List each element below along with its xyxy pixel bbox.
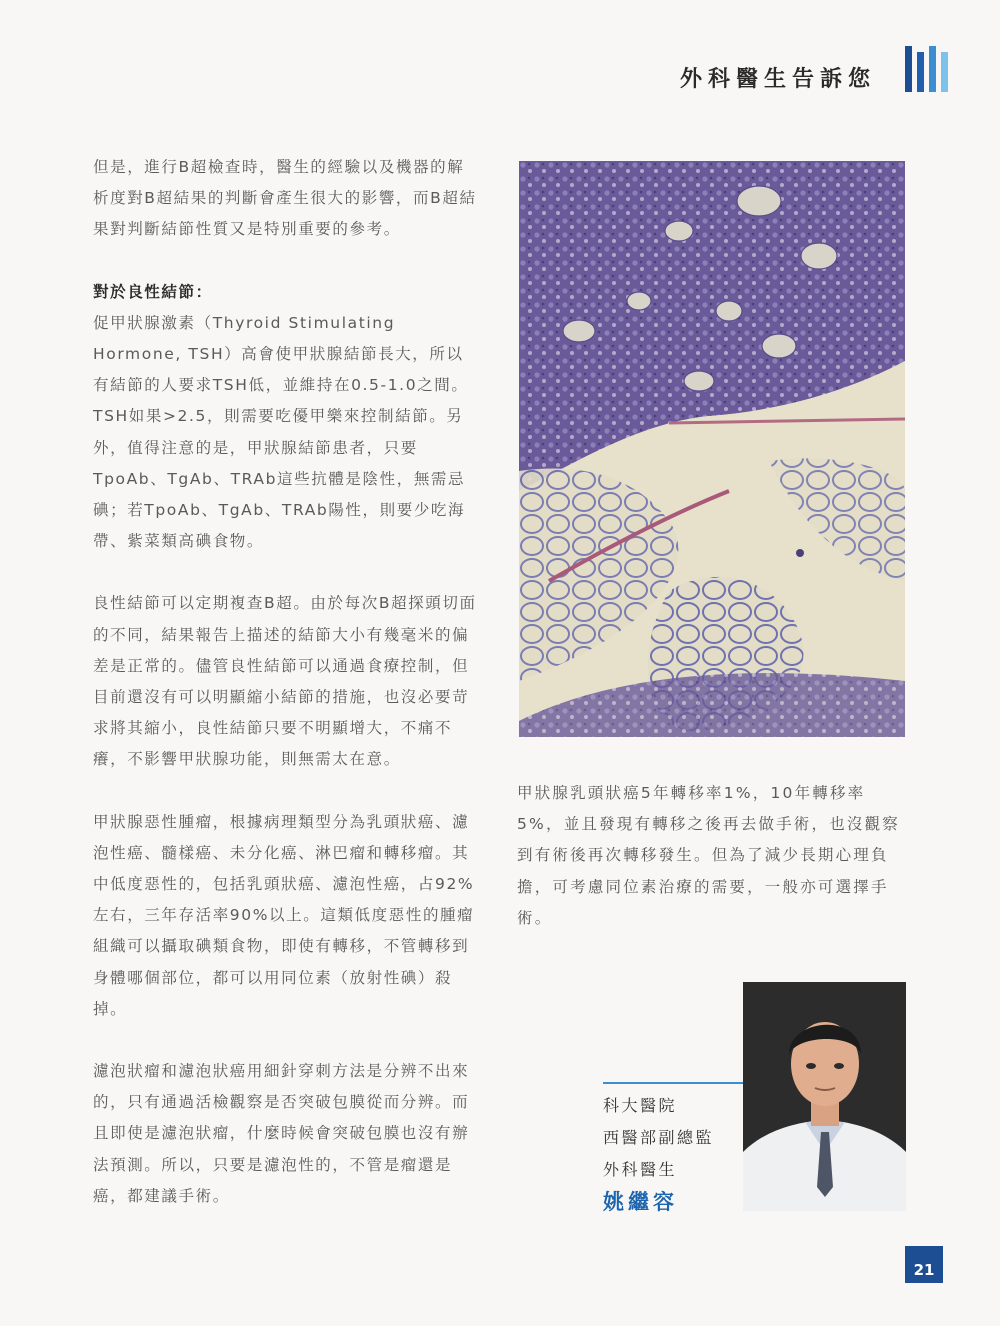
page-number: 21 [905, 1246, 943, 1283]
author-portrait [743, 982, 906, 1211]
section-title: 外科醫生告訴您 [679, 67, 876, 92]
author-hospital: 科大醫院 [603, 1096, 678, 1115]
magazine-logo [905, 46, 955, 92]
left-column [93, 152, 479, 1243]
papillary-paragraph: 甲狀腺乳頭狀癌5年轉移率1%，10年轉移率5%，並且發現有轉移之後再去做手術，也沒觀察到有術後再次轉移發生。但為了減少長期心理負擔，可考慮同位素治療的需要，一般亦可選擇手術。 [517, 784, 900, 927]
right-column [517, 778, 909, 934]
histology-micrograph [519, 161, 905, 737]
author-position: 西醫部副總監 [603, 1128, 715, 1147]
followup-paragraph: 良性結節可以定期複查B超。由於每次B超探頭切面的不同，結果報告上描述的結節大小有幾毫米的偏差是正常的。儘管良性結節可以通過食療控制，但目前還沒有可以明顯縮小結節的措施，也沒必要苛求將其縮小，良性結節只要不明顯增大，不痛不癢，不影響甲狀腺功能，則無需太在意。 [93, 594, 477, 769]
signature-divider [603, 1082, 743, 1084]
follicular-paragraph: 濾泡狀瘤和濾泡狀癌用細針穿刺方法是分辨不出來的，只有通過活檢觀察是否突破包膜從而分辨。而且即使是濾泡狀瘤，什麼時候會突破包膜也沒有辦法預測。所以，只要是濾泡性的，不管是瘤還是癌，都建議手術。 [93, 1062, 470, 1205]
author-name: 姚繼容 [603, 1190, 678, 1214]
intro-paragraph: 但是，進行B超檢查時，醫生的經驗以及機器的解析度對B超結果的判斷會產生很大的影響，而B超結果對判斷結節性質又是特別重要的參考。 [93, 158, 477, 239]
author-role: 外科醫生 [603, 1160, 678, 1179]
benign-heading: 對於良性結節： [93, 282, 213, 301]
tsh-paragraph: 促甲狀腺激素（Thyroid Stimulating Hormone, TSH）高會使甲狀腺結節長大，所以有結節的人要求TSH低，並維持在0.5-1.0之間。TSH如果>2.5，則需要吃優甲樂來控制結節。另外，值得注意的是，甲狀腺結節患者，只要TpoAb、TgAb、TRAb這些抗體是陰性，無需忌碘；若TpoAb、TgAb、TRAb陽性，則要少吃海帶、紫菜類高碘食物。 [93, 313, 469, 551]
author-signature [603, 1090, 743, 1218]
malignant-paragraph: 甲狀腺惡性腫瘤，根據病理類型分為乳頭狀癌、濾泡性癌、髓樣癌、未分化癌、淋巴瘤和轉移瘤。其中低度惡性的，包括乳頭狀癌、濾泡性癌，占92%左右，三年存活率90%以上。這類低度惡性的腫瘤組織可以攝取碘類食物，即使有轉移，不管轉移到身體哪個部位，都可以用同位素（放射性碘）殺掉。 [93, 812, 475, 1018]
